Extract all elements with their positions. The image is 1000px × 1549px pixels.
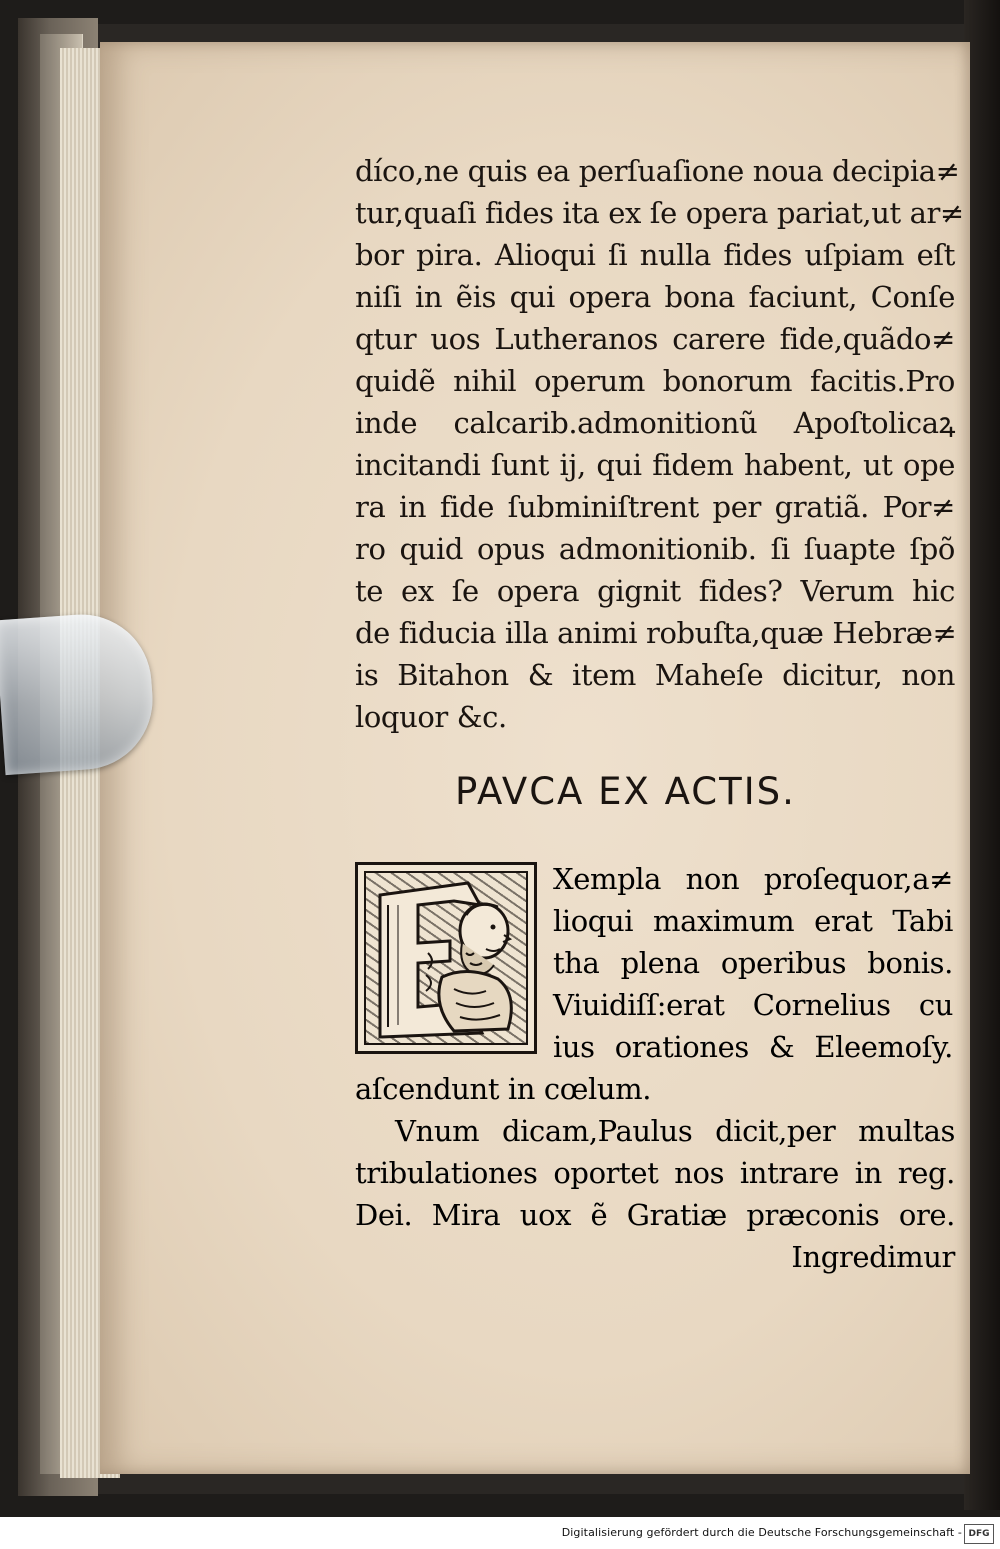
text-line: Dei. Mira uox ẽ Gratiæ præconis ore. [355, 1198, 955, 1232]
catchword: Ingredimur [791, 1240, 955, 1274]
text-line: qtur uos Lutheranos carere fide,quãdo≠ [355, 322, 955, 356]
dfg-logo-icon: DFG [964, 1524, 994, 1544]
text-line: niſi in ẽis qui opera bona faciunt, Conſe [355, 280, 955, 314]
text-line: tha plena operibus bonis. [553, 946, 953, 980]
section-heading: PAVCA EX ACTIS. [455, 770, 796, 813]
digitization-footer [0, 1517, 1000, 1549]
body-text-bottom [355, 1068, 955, 1278]
text-line: quidẽ nihil operum bonorum facitis.Pro [355, 364, 955, 398]
text-line: lioqui maximum erat Tabi [553, 904, 953, 938]
text-line: Vnum dicam,Paulus dicit,per multas [395, 1114, 955, 1148]
text-line: ius orationes & Eleemoſy. [553, 1030, 953, 1064]
body-text-top [355, 150, 964, 738]
text-line: ra in fide ſubminiſtrent per gratiã. Por≠ [355, 490, 955, 524]
woodcut-initial-figure-icon [358, 865, 534, 1051]
funding-credit: Digitalisierung gefördert durch die Deutsche Forschungsgemeinschaft - [561, 1526, 962, 1539]
text-line: tribulationes oportet nos intrare in reg. [355, 1156, 955, 1190]
text-line: Xempla non proſequor,a≠ [553, 862, 953, 896]
text-line: Viuidiſſ:erat Cornelius cu [553, 988, 953, 1022]
text-line: loquor &c. [355, 700, 507, 734]
initial-adjacent-text [553, 858, 953, 1068]
text-line: de fiducia illa animi robuſta,quæ Hebræ≠ [355, 616, 957, 650]
text-line: te ex ſe opera gignit fides? Verum hic [355, 574, 955, 608]
text-line: inde calcarib.admonitionũ Apoſtolicaꝝ [355, 406, 955, 440]
text-line: ro quid opus admonitionib. ſi ſuapte ſpõ [355, 532, 955, 566]
text-line: aſcendunt in cœlum. [355, 1072, 652, 1106]
text-line: tur,quaſi fides ita ex ſe opera pariat,ut ar≠ [355, 196, 964, 230]
text-line: is Bitahon & item Maheſe dicitur, non [355, 658, 955, 692]
text-line: díco,ne quis ea perſuaſione noua decipia≠ [355, 154, 960, 188]
text-line: bor pira. Alioqui ſi nulla fides uſpiam eſt [355, 238, 955, 272]
decorated-initial-e [355, 862, 537, 1054]
text-line: incitandi ſunt ij, qui fidem habent, ut ope [355, 448, 955, 482]
